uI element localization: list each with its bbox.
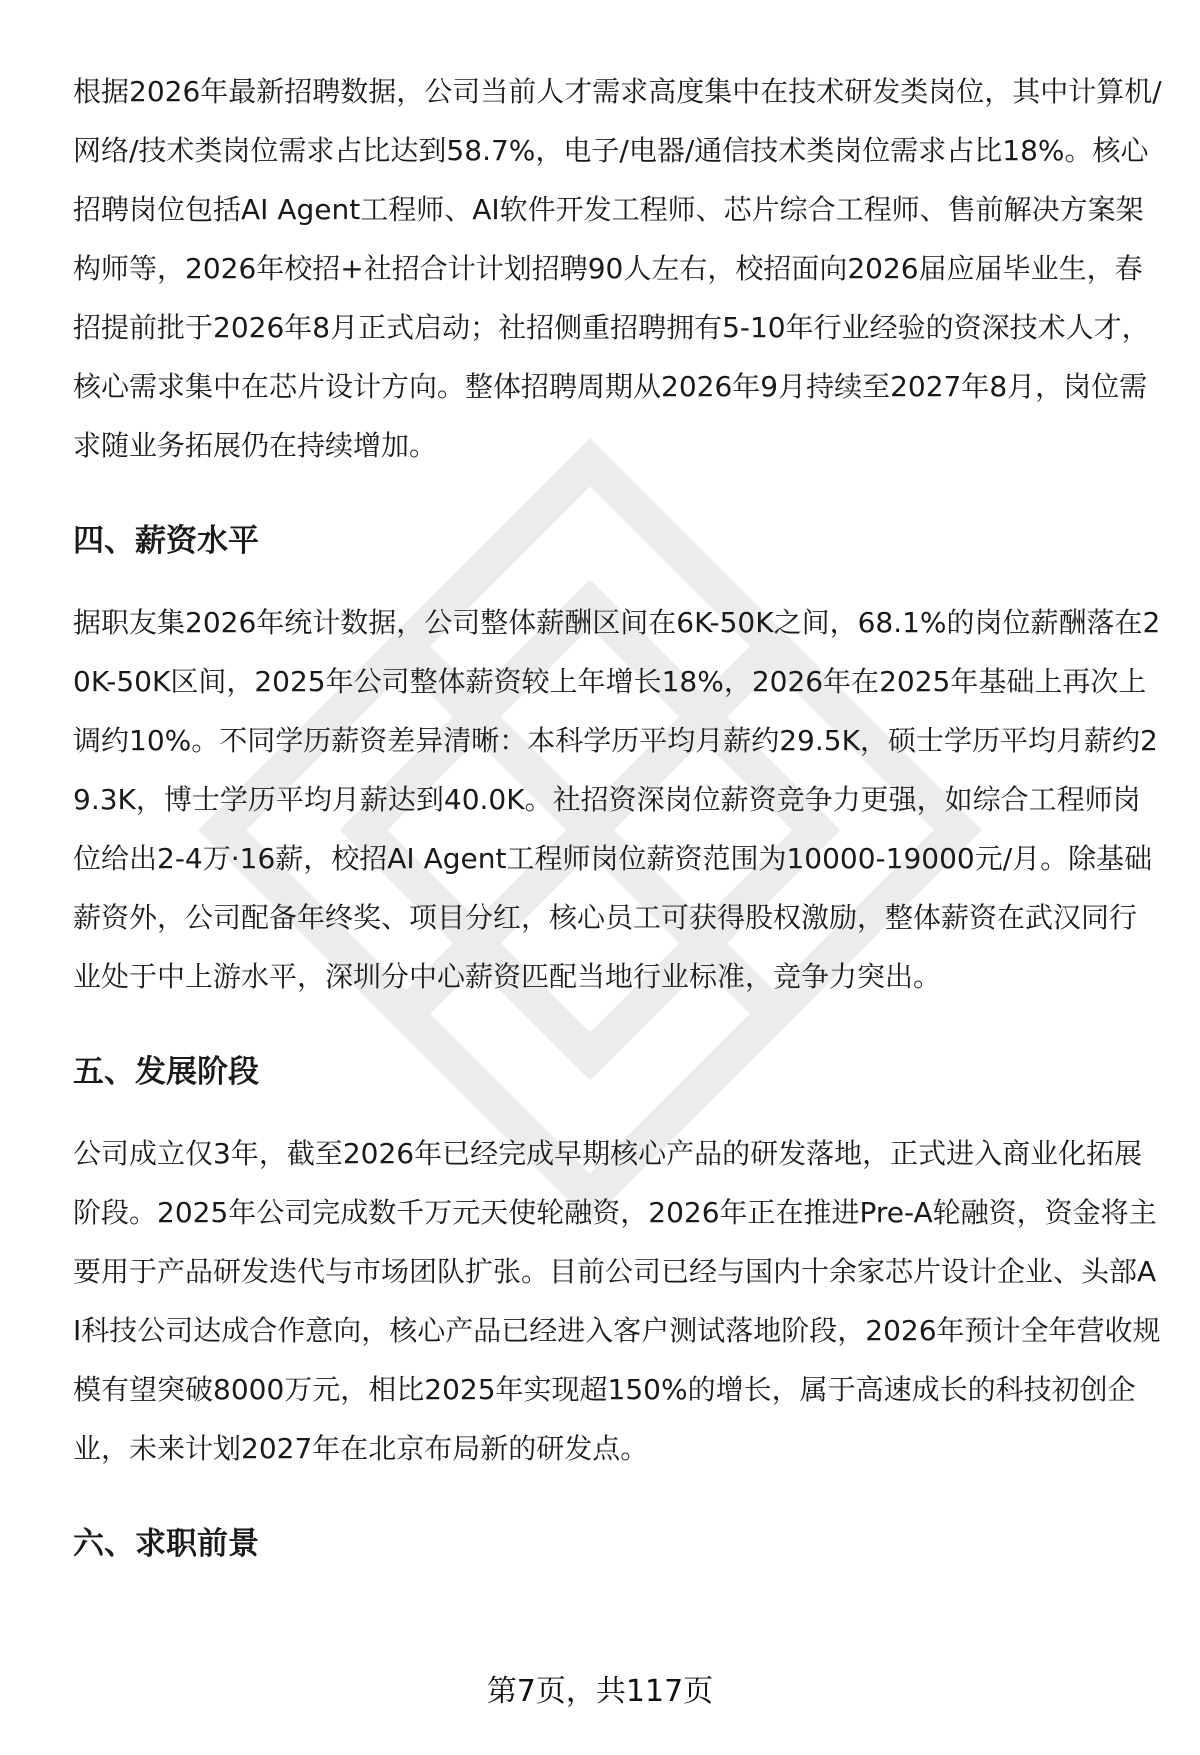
section-heading-development: 五、发展阶段 bbox=[73, 1054, 259, 1090]
document-body bbox=[73, 62, 1163, 1564]
recruitment-paragraph: 根据2026年最新招聘数据，公司当前人才需求高度集中在技术研发类岗位，其中计算机/网络/技术类岗位需求占比达到58.7%，电子/电器/通信技术类岗位需求占比18%。核心招聘岗位包括AI Agent工程师、AI软件开发工程师、芯片综合工程师、售前解决方案架构师等，2026年校招+社招合计计划招聘90人左右，校招面向2026届应届毕业生，春招提前批于2026年8月正式启动；社招侧重招聘拥有5-10年行业经验的资深技术人才，核心需求集中在芯片设计方向。整体招聘周期从2026年9月持续至2027年8月，岗位需求随业务拓展仍在持续增加。 bbox=[73, 75, 1162, 462]
section-heading-salary: 四、薪资水平 bbox=[73, 523, 259, 559]
page-number-footer: 第7页，共117页 bbox=[486, 1674, 714, 1709]
section-heading-job-prospects: 六、求职前景 bbox=[73, 1526, 259, 1562]
salary-paragraph: 据职友集2026年统计数据，公司整体薪酬区间在6K-50K之间，68.1%的岗位薪酬落在20K-50K区间，2025年公司整体薪资较上年增长18%，2026年在2025年基础上再次上调约10%。不同学历薪资差异清晰：本科学历平均月薪约29.5K，硕士学历平均月薪约29.3K，博士学历平均月薪达到40.0K。社招资深岗位薪资竞争力更强，如综合工程师岗位给出2-4万·16薪，校招AI Agent工程师岗位薪资范围为10000-19000元/月。除基础薪资外，公司配备年终奖、项目分红，核心员工可获得股权激励，整体薪资在武汉同行业处于中上游水平，深圳分中心薪资匹配当地行业标准，竞争力突出。 bbox=[73, 606, 1161, 993]
development-paragraph: 公司成立仅3年，截至2026年已经完成早期核心产品的研发落地，正式进入商业化拓展阶段。2025年公司完成数千万元天使轮融资，2026年正在推进Pre-A轮融资，资金将主要用于产品研发迭代与市场团队扩张。目前公司已经与国内十余家芯片设计企业、头部AI科技公司达成合作意向，核心产品已经进入客户测试落地阶段，2026年预计全年营收规模有望突破8000万元，相比2025年实现超150%的增长，属于高速成长的科技初创企业，未来计划2027年在北京布局新的研发点。 bbox=[73, 1137, 1161, 1465]
